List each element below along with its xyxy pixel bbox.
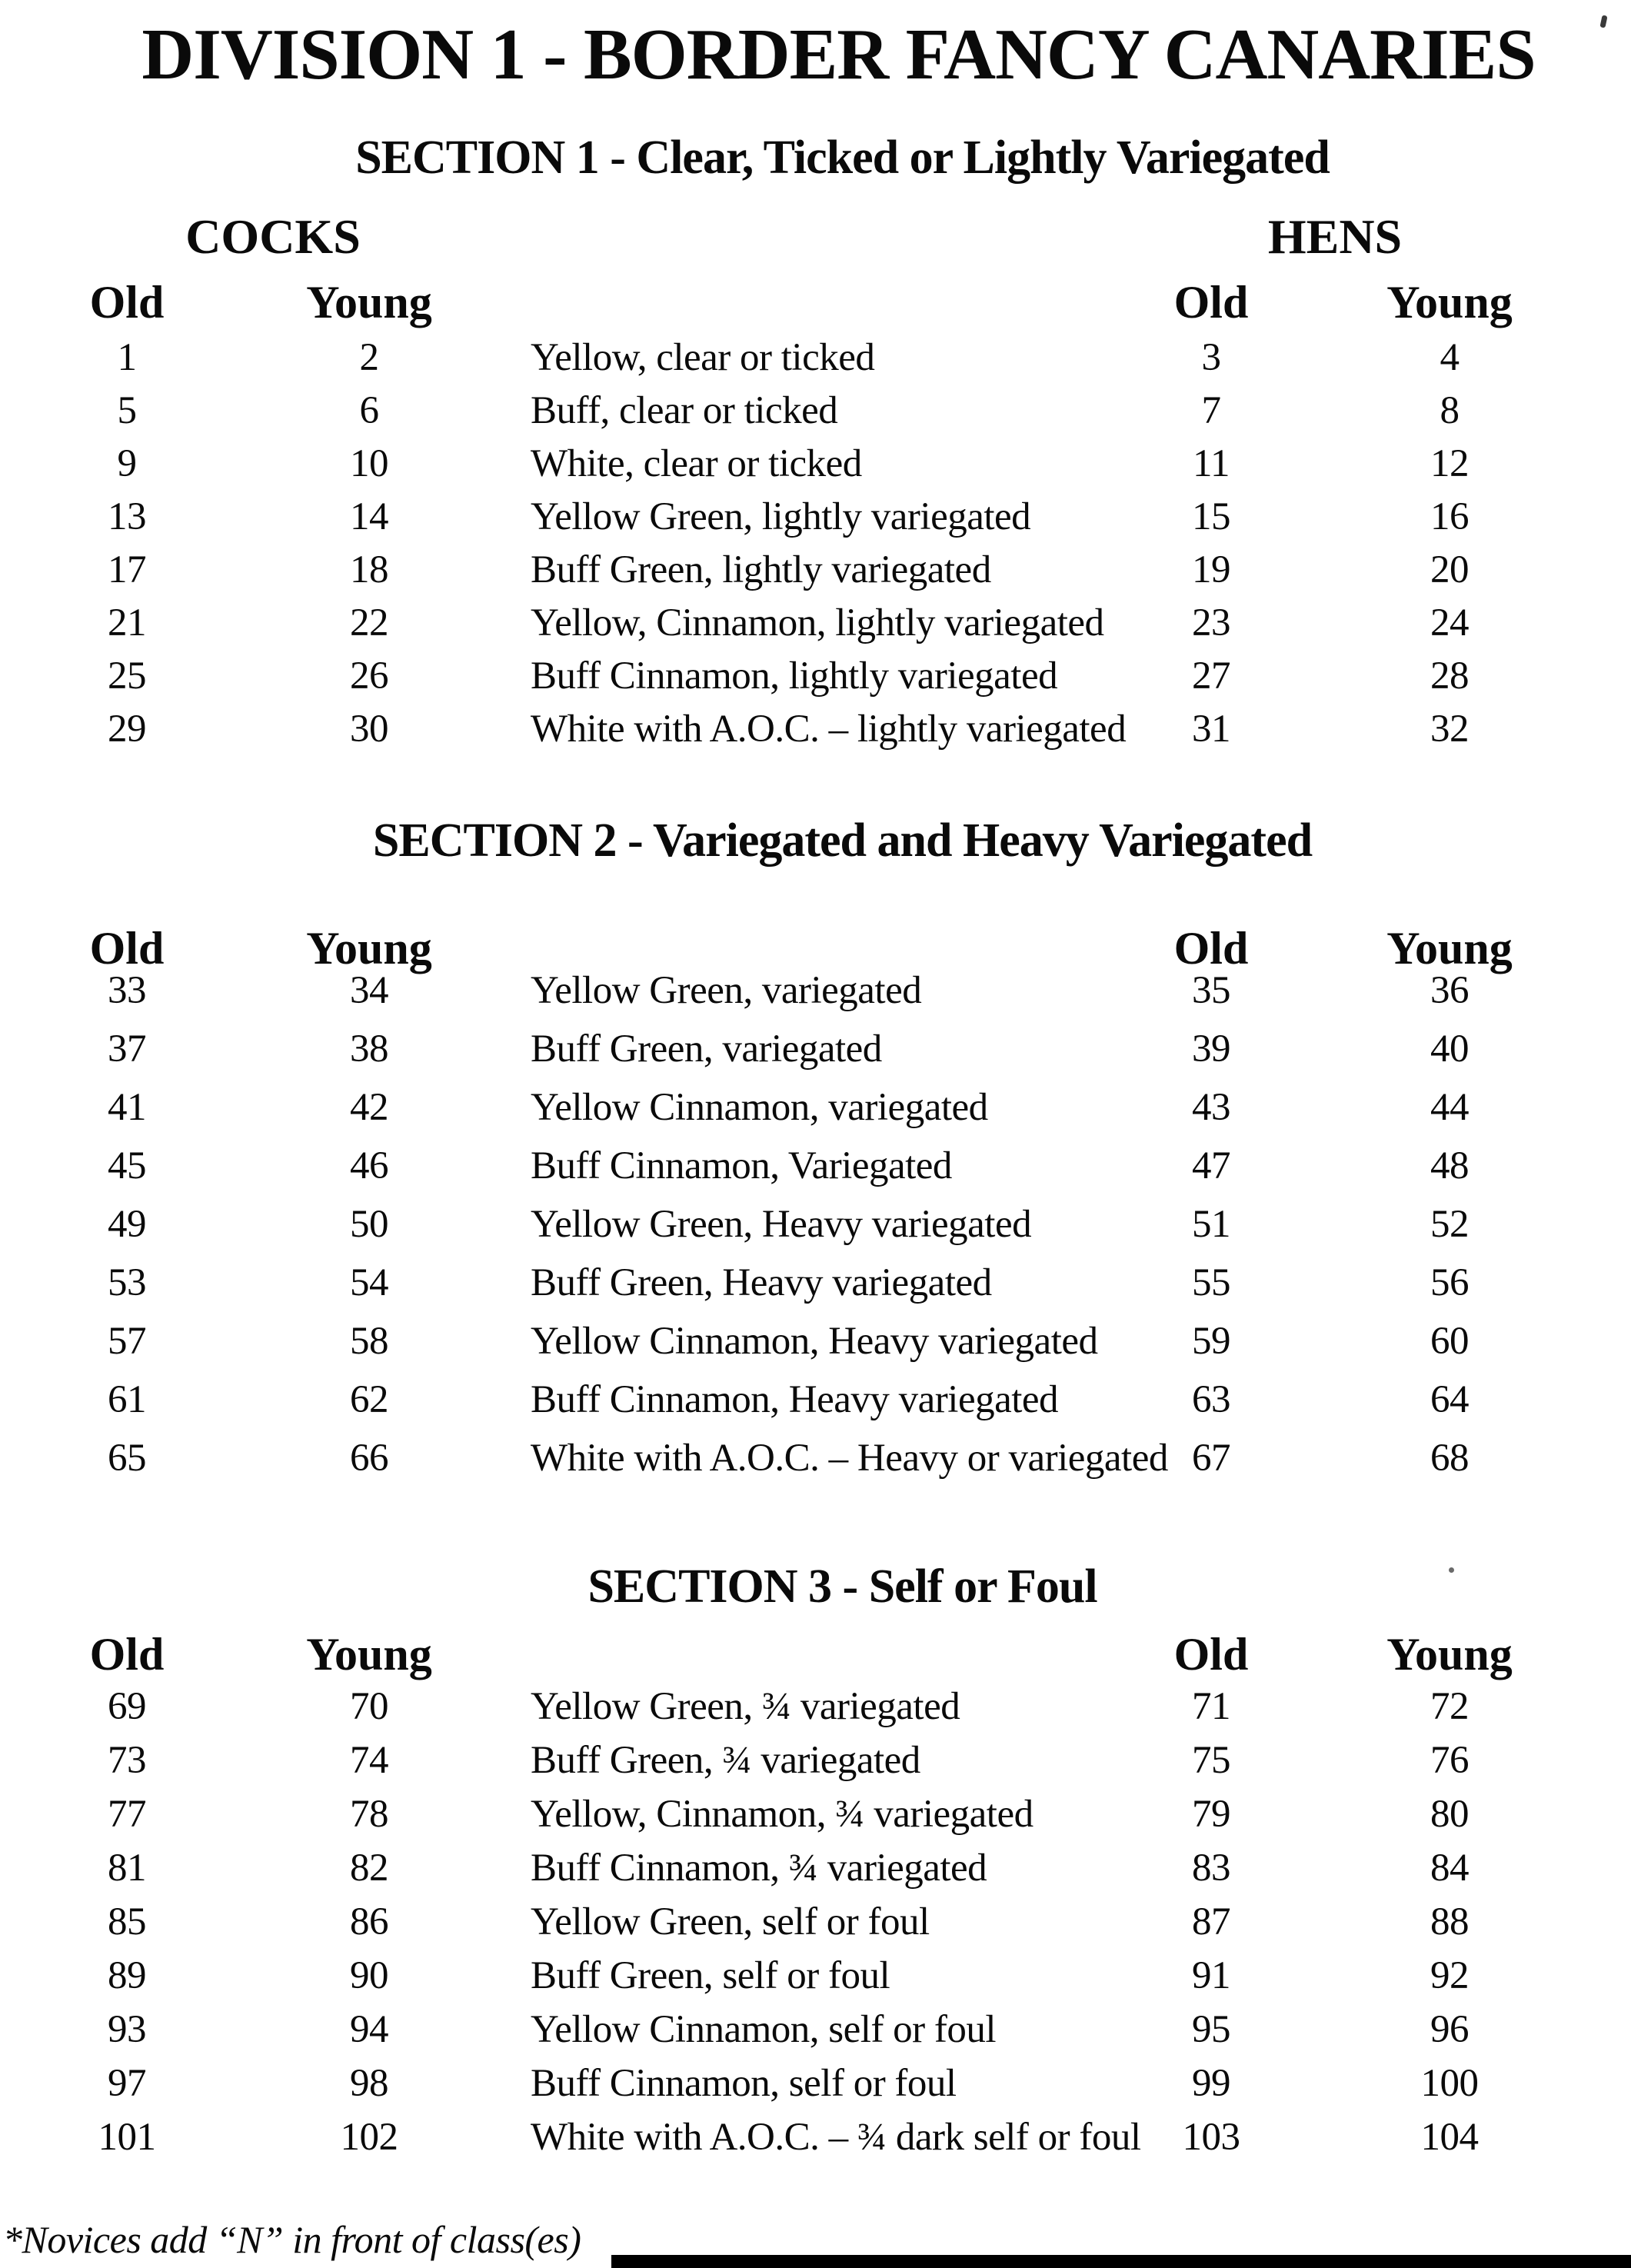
cock-young-class-number: 42 bbox=[350, 1086, 388, 1129]
hen-young-class-number: 68 bbox=[1430, 1437, 1469, 1480]
class-description: Yellow Green, ¾ variegated bbox=[531, 1685, 960, 1728]
cock-old-class-number: 17 bbox=[108, 548, 146, 591]
hen-young-class-number: 80 bbox=[1430, 1793, 1469, 1836]
col-header-hen-old: Old bbox=[1173, 277, 1249, 328]
cock-young-class-number: 82 bbox=[350, 1847, 388, 1890]
class-description: Yellow Green, Heavy variegated bbox=[531, 1203, 1032, 1246]
class-row bbox=[0, 2003, 1631, 2057]
col-header-cock-young: Young bbox=[306, 277, 432, 328]
class-row bbox=[0, 1078, 1631, 1137]
cock-old-class-number: 85 bbox=[108, 1900, 146, 1943]
col-header-cock-old: Old bbox=[89, 277, 165, 328]
scan-speck bbox=[1449, 1567, 1454, 1573]
class-description: Yellow Green, variegated bbox=[531, 969, 922, 1012]
class-row bbox=[0, 385, 1631, 438]
hen-young-class-number: 52 bbox=[1430, 1203, 1469, 1246]
hen-old-class-number: 11 bbox=[1192, 442, 1230, 485]
cock-young-class-number: 26 bbox=[350, 654, 388, 698]
class-description: Buff Green, variegated bbox=[531, 1027, 882, 1071]
section-3-rows bbox=[0, 1680, 1631, 2164]
hen-old-class-number: 75 bbox=[1192, 1739, 1230, 1782]
class-row bbox=[0, 1429, 1631, 1487]
col-header-cock-old: Old bbox=[89, 1629, 165, 1680]
hen-young-class-number: 20 bbox=[1430, 548, 1469, 591]
class-row bbox=[0, 491, 1631, 544]
cock-old-class-number: 73 bbox=[108, 1739, 146, 1782]
class-description: Buff Green, ¾ variegated bbox=[531, 1739, 920, 1782]
hen-young-class-number: 96 bbox=[1430, 2008, 1469, 2051]
cock-young-class-number: 14 bbox=[350, 495, 388, 538]
cock-young-class-number: 46 bbox=[350, 1144, 388, 1187]
novice-footnote: *Novices add “N” in front of class(es) bbox=[3, 2218, 581, 2261]
col-header-hen-old: Old bbox=[1173, 923, 1249, 974]
hen-young-class-number: 8 bbox=[1440, 389, 1460, 432]
cock-young-class-number: 98 bbox=[350, 2062, 388, 2105]
class-row bbox=[0, 2110, 1631, 2164]
section-2-rows bbox=[0, 961, 1631, 1487]
cock-young-class-number: 34 bbox=[350, 969, 388, 1012]
class-row bbox=[0, 1312, 1631, 1370]
class-row bbox=[0, 1370, 1631, 1429]
cock-old-class-number: 93 bbox=[108, 2008, 146, 2051]
cock-old-class-number: 57 bbox=[108, 1320, 146, 1363]
page-title: DIVISION 1 - BORDER FANCY CANARIES bbox=[141, 15, 1536, 95]
hen-old-class-number: 79 bbox=[1192, 1793, 1230, 1836]
class-row bbox=[0, 544, 1631, 597]
cock-old-class-number: 45 bbox=[108, 1144, 146, 1187]
hen-old-class-number: 87 bbox=[1192, 1900, 1230, 1943]
cock-young-class-number: 74 bbox=[350, 1739, 388, 1782]
cock-old-class-number: 69 bbox=[108, 1685, 146, 1728]
hen-young-class-number: 72 bbox=[1430, 1685, 1469, 1728]
cock-young-class-number: 78 bbox=[350, 1793, 388, 1836]
hen-old-class-number: 47 bbox=[1192, 1144, 1230, 1187]
section-1-rows bbox=[0, 331, 1631, 756]
cock-young-class-number: 50 bbox=[350, 1203, 388, 1246]
class-description: Buff Green, lightly variegated bbox=[531, 548, 991, 591]
hen-young-class-number: 64 bbox=[1430, 1378, 1469, 1421]
cock-old-class-number: 89 bbox=[108, 1954, 146, 1997]
class-row bbox=[0, 1841, 1631, 1895]
class-row bbox=[0, 961, 1631, 1020]
cock-old-class-number: 41 bbox=[108, 1086, 146, 1129]
class-row bbox=[0, 1137, 1631, 1195]
section-1-column-headers bbox=[0, 277, 1631, 328]
hen-old-class-number: 7 bbox=[1201, 389, 1221, 432]
section-2-heading: SECTION 2 - Variegated and Heavy Variegated bbox=[372, 814, 1313, 867]
cock-young-class-number: 102 bbox=[340, 2116, 398, 2159]
class-row bbox=[0, 703, 1631, 756]
class-description: Buff Cinnamon, self or foul bbox=[531, 2062, 957, 2105]
hen-young-class-number: 4 bbox=[1440, 336, 1460, 379]
cock-young-class-number: 86 bbox=[350, 1900, 388, 1943]
cock-old-class-number: 25 bbox=[108, 654, 146, 698]
cock-young-class-number: 30 bbox=[350, 708, 388, 751]
col-header-cock-old: Old bbox=[89, 923, 165, 974]
hen-old-class-number: 19 bbox=[1192, 548, 1230, 591]
class-description: Yellow, clear or ticked bbox=[531, 336, 875, 379]
cock-young-class-number: 62 bbox=[350, 1378, 388, 1421]
hen-old-class-number: 99 bbox=[1192, 2062, 1230, 2105]
hen-old-class-number: 67 bbox=[1192, 1437, 1230, 1480]
cock-old-class-number: 9 bbox=[117, 442, 137, 485]
hen-young-class-number: 24 bbox=[1430, 601, 1469, 644]
hen-old-class-number: 31 bbox=[1192, 708, 1230, 751]
class-row bbox=[0, 2057, 1631, 2110]
cock-young-class-number: 54 bbox=[350, 1261, 388, 1304]
hen-young-class-number: 16 bbox=[1430, 495, 1469, 538]
hen-old-class-number: 71 bbox=[1192, 1685, 1230, 1728]
hen-old-class-number: 51 bbox=[1192, 1203, 1230, 1246]
hen-old-class-number: 3 bbox=[1201, 336, 1221, 379]
hen-young-class-number: 92 bbox=[1430, 1954, 1469, 1997]
class-row bbox=[0, 1254, 1631, 1312]
col-header-hen-young: Young bbox=[1386, 923, 1513, 974]
hen-old-class-number: 55 bbox=[1192, 1261, 1230, 1304]
class-row bbox=[0, 650, 1631, 703]
class-description: Buff Cinnamon, ¾ variegated bbox=[531, 1847, 987, 1890]
section-1-heading: SECTION 1 - Clear, Ticked or Lightly Variegated bbox=[355, 132, 1330, 184]
hen-old-class-number: 15 bbox=[1192, 495, 1230, 538]
class-description: Buff Green, self or foul bbox=[531, 1954, 890, 1997]
col-header-cock-young: Young bbox=[306, 923, 432, 974]
hen-old-class-number: 39 bbox=[1192, 1027, 1230, 1071]
col-header-hen-young: Young bbox=[1386, 1629, 1513, 1680]
hen-young-class-number: 44 bbox=[1430, 1086, 1469, 1129]
cock-old-class-number: 101 bbox=[98, 2116, 156, 2159]
hen-old-class-number: 27 bbox=[1192, 654, 1230, 698]
class-description: Yellow Green, lightly variegated bbox=[531, 495, 1031, 538]
class-description: White, clear or ticked bbox=[531, 442, 862, 485]
class-row bbox=[0, 1733, 1631, 1787]
class-description: Yellow Green, self or foul bbox=[531, 1900, 930, 1943]
cock-young-class-number: 66 bbox=[350, 1437, 388, 1480]
hen-old-class-number: 59 bbox=[1192, 1320, 1230, 1363]
class-row bbox=[0, 331, 1631, 385]
class-description: Buff, clear or ticked bbox=[531, 389, 838, 432]
class-description: Buff Cinnamon, Variegated bbox=[531, 1144, 952, 1187]
hen-young-class-number: 88 bbox=[1430, 1900, 1469, 1943]
cock-old-class-number: 33 bbox=[108, 969, 146, 1012]
cock-old-class-number: 21 bbox=[108, 601, 146, 644]
cock-young-class-number: 90 bbox=[350, 1954, 388, 1997]
hen-young-class-number: 40 bbox=[1430, 1027, 1469, 1071]
hen-old-class-number: 43 bbox=[1192, 1086, 1230, 1129]
class-description: White with A.O.C. – lightly variegated bbox=[531, 708, 1127, 751]
cock-old-class-number: 49 bbox=[108, 1203, 146, 1246]
cock-young-class-number: 38 bbox=[350, 1027, 388, 1071]
section-3-heading: SECTION 3 - Self or Foul bbox=[587, 1560, 1097, 1613]
class-description: Buff Green, Heavy variegated bbox=[531, 1261, 992, 1304]
hen-old-class-number: 83 bbox=[1192, 1847, 1230, 1890]
cock-old-class-number: 13 bbox=[108, 495, 146, 538]
hen-young-class-number: 32 bbox=[1430, 708, 1469, 751]
class-description: Buff Cinnamon, Heavy variegated bbox=[531, 1378, 1059, 1421]
hen-old-class-number: 35 bbox=[1192, 969, 1230, 1012]
class-description: Yellow Cinnamon, Heavy variegated bbox=[531, 1320, 1098, 1363]
cock-old-class-number: 97 bbox=[108, 2062, 146, 2105]
hen-young-class-number: 36 bbox=[1430, 969, 1469, 1012]
hen-young-class-number: 12 bbox=[1430, 442, 1469, 485]
hen-young-class-number: 56 bbox=[1430, 1261, 1469, 1304]
class-description: Yellow, Cinnamon, lightly variegated bbox=[531, 601, 1104, 644]
class-description: Yellow Cinnamon, self or foul bbox=[531, 2008, 997, 2051]
cock-young-class-number: 58 bbox=[350, 1320, 388, 1363]
col-header-hen-young: Young bbox=[1386, 277, 1513, 328]
cock-old-class-number: 53 bbox=[108, 1261, 146, 1304]
class-description: Yellow, Cinnamon, ¾ variegated bbox=[531, 1793, 1034, 1836]
hen-old-class-number: 91 bbox=[1192, 1954, 1230, 1997]
cock-old-class-number: 29 bbox=[108, 708, 146, 751]
cocks-group-label: COCKS bbox=[185, 209, 361, 264]
scan-artifact-bar bbox=[611, 2255, 1631, 2268]
cock-young-class-number: 94 bbox=[350, 2008, 388, 2051]
class-row bbox=[0, 597, 1631, 650]
hen-young-class-number: 48 bbox=[1430, 1144, 1469, 1187]
class-row bbox=[0, 1195, 1631, 1254]
cock-young-class-number: 10 bbox=[350, 442, 388, 485]
cock-old-class-number: 5 bbox=[117, 389, 137, 432]
class-description: White with A.O.C. – Heavy or variegated bbox=[531, 1437, 1168, 1480]
col-header-cock-young: Young bbox=[306, 1629, 432, 1680]
class-row bbox=[0, 1680, 1631, 1733]
cock-old-class-number: 77 bbox=[108, 1793, 146, 1836]
hen-young-class-number: 104 bbox=[1420, 2116, 1479, 2159]
hens-group-label: HENS bbox=[1267, 209, 1403, 264]
cock-old-class-number: 65 bbox=[108, 1437, 146, 1480]
cock-old-class-number: 1 bbox=[117, 336, 137, 379]
hen-old-class-number: 103 bbox=[1182, 2116, 1240, 2159]
cock-young-class-number: 18 bbox=[350, 548, 388, 591]
cock-young-class-number: 2 bbox=[359, 336, 379, 379]
cock-old-class-number: 61 bbox=[108, 1378, 146, 1421]
hen-young-class-number: 28 bbox=[1430, 654, 1469, 698]
cock-old-class-number: 37 bbox=[108, 1027, 146, 1071]
hen-young-class-number: 60 bbox=[1430, 1320, 1469, 1363]
col-header-hen-old: Old bbox=[1173, 1629, 1249, 1680]
hen-old-class-number: 95 bbox=[1192, 2008, 1230, 2051]
hen-old-class-number: 63 bbox=[1192, 1378, 1230, 1421]
hen-old-class-number: 23 bbox=[1192, 601, 1230, 644]
class-row bbox=[0, 1949, 1631, 2003]
class-row bbox=[0, 1895, 1631, 1949]
class-description: White with A.O.C. – ¾ dark self or foul bbox=[531, 2116, 1141, 2159]
class-row bbox=[0, 438, 1631, 491]
hen-young-class-number: 84 bbox=[1430, 1847, 1469, 1890]
class-row bbox=[0, 1787, 1631, 1841]
cock-young-class-number: 22 bbox=[350, 601, 388, 644]
hen-young-class-number: 100 bbox=[1420, 2062, 1479, 2105]
cock-young-class-number: 6 bbox=[359, 389, 379, 432]
hen-young-class-number: 76 bbox=[1430, 1739, 1469, 1782]
class-description: Buff Cinnamon, lightly variegated bbox=[531, 654, 1058, 698]
cock-old-class-number: 81 bbox=[108, 1847, 146, 1890]
cock-young-class-number: 70 bbox=[350, 1685, 388, 1728]
class-row bbox=[0, 1020, 1631, 1078]
class-description: Yellow Cinnamon, variegated bbox=[531, 1086, 988, 1129]
section-3-column-headers bbox=[0, 1629, 1631, 1680]
